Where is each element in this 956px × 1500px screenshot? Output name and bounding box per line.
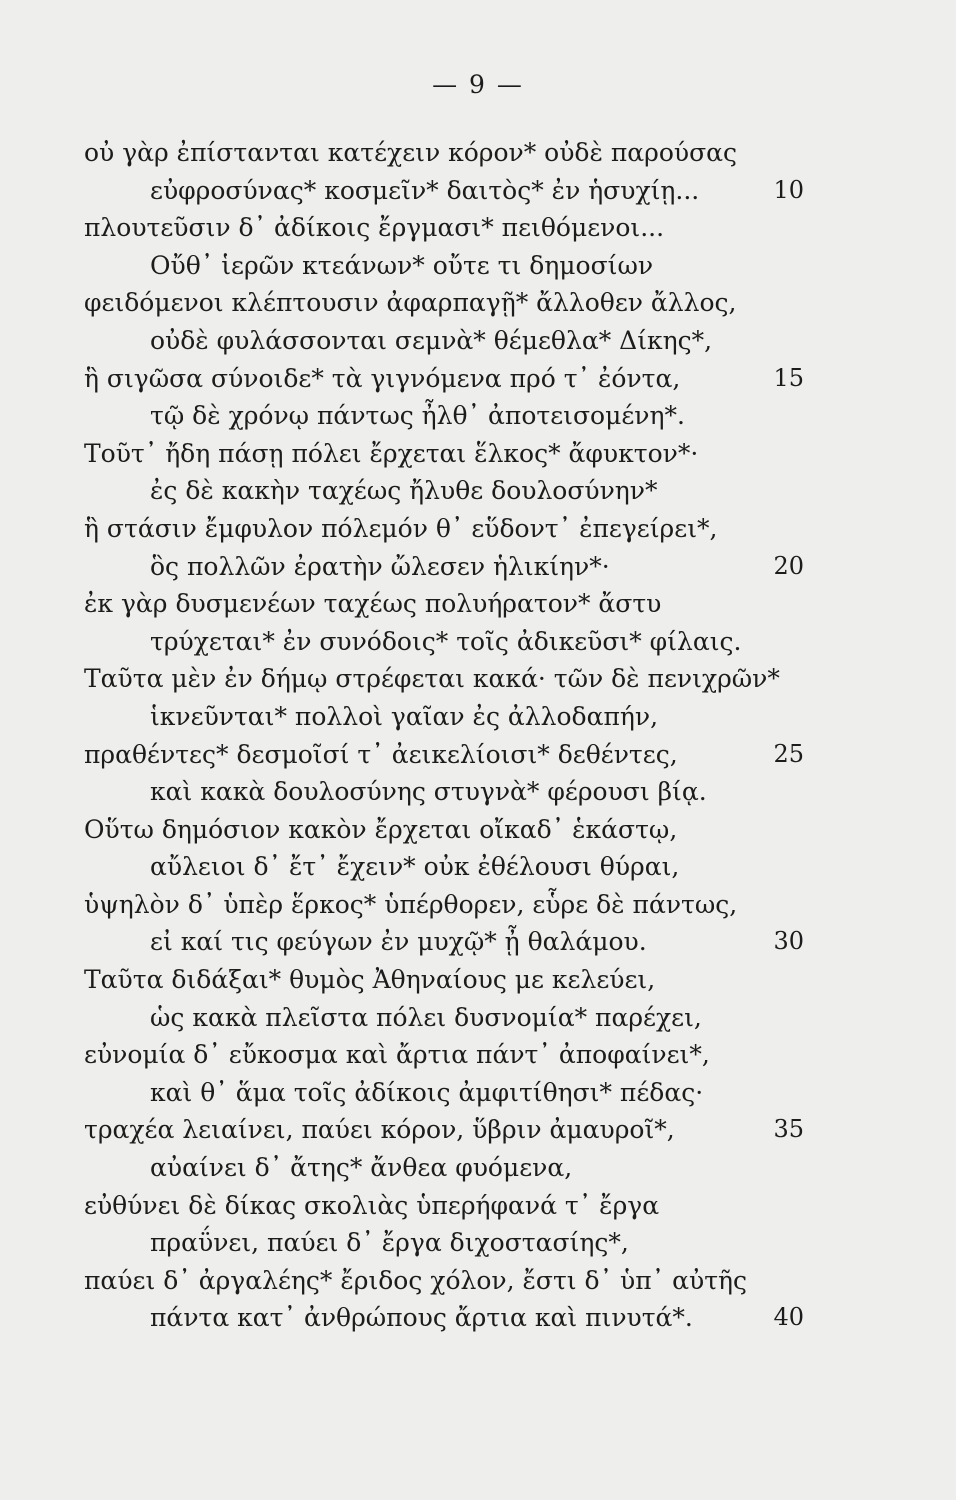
poem-line-text: ἐκ γὰρ δυσμενέων ταχέως πολυήρατον* ἄστυ <box>84 589 662 619</box>
poem-line-text: παύει δ᾽ ἀργαλέης* ἔριδος χόλον, ἔστι δ᾽ ὑπ᾽ αὐτῆς <box>84 1265 748 1295</box>
line-number: 15 <box>773 363 804 392</box>
page-number: — 9 — <box>432 70 524 99</box>
poem-line-text: καὶ κακὰ δουλοσύνης στυγνὰ* φέρουσι βίᾳ. <box>150 777 707 807</box>
poem-line <box>0 1224 956 1262</box>
poem-line-text: ὡς κακὰ πλεῖστα πόλει δυσνομία* παρέχει, <box>150 1002 702 1032</box>
poem-line <box>0 848 956 886</box>
poem-line <box>0 660 956 698</box>
poem-text <box>0 134 956 1337</box>
poem-line-text: τῷ δὲ χρόνῳ πάντως ἦλθ᾽ ἀποτεισομένη*. <box>150 401 685 431</box>
poem-line <box>0 209 956 247</box>
poem-line <box>0 397 956 435</box>
poem-line-text: ὃς πολλῶν ἐρατὴν ὤλεσεν ἡλικίην*· <box>150 551 610 581</box>
poem-line <box>0 1149 956 1187</box>
poem-line-text: εὐθύνει δὲ δίκας σκολιὰς ὑπερήφανά τ᾽ ἔργα <box>84 1190 660 1220</box>
poem-line-text: εὐνομία δ᾽ εὔκοσμα καὶ ἄρτια πάντ᾽ ἀποφαίνει*, <box>84 1040 710 1070</box>
poem-line <box>0 811 956 849</box>
poem-line <box>0 435 956 473</box>
poem-line-text: πλουτεῦσιν δ᾽ ἀδίκοις ἔργμασι* πειθόμενοι... <box>84 213 665 243</box>
poem-line <box>0 1262 956 1300</box>
poem-line-text: ἐς δὲ κακὴν ταχέως ἤλυθε δουλοσύνην* <box>150 476 658 506</box>
poem-line <box>0 623 956 661</box>
poem-line-text: αὔλειοι δ᾽ ἔτ᾽ ἔχειν* οὐκ ἐθέλουσι θύραι, <box>150 852 680 882</box>
poem-line-text: εὐφροσύνας* κοσμεῖν* δαιτὸς* ἐν ἡσυχίῃ... <box>150 175 700 205</box>
poem-line-text: φειδόμενοι κλέπτουσιν ἀφαρπαγῇ* ἄλλοθεν ἄλλος, <box>84 288 737 318</box>
poem-line <box>0 923 956 961</box>
poem-line <box>0 284 956 322</box>
poem-line <box>0 1074 956 1112</box>
poem-line <box>0 585 956 623</box>
poem-line-text: τρύχεται* ἐν συνόδοις* τοῖς ἀδικεῦσι* φίλαις. <box>150 626 742 656</box>
poem-line-text: καὶ θ᾽ ἅμα τοῖς ἀδίκοις ἀμφιτίθησι* πέδας· <box>150 1077 704 1107</box>
poem-line <box>0 1036 956 1074</box>
poem-line-text: ἣ στάσιν ἔμφυλον πόλεμόν θ᾽ εὕδοντ᾽ ἐπεγείρει*, <box>84 513 718 543</box>
poem-line <box>0 886 956 924</box>
poem-line <box>0 548 956 586</box>
line-number: 10 <box>773 175 804 204</box>
poem-line <box>0 172 956 210</box>
line-number: 25 <box>773 739 804 768</box>
poem-line-text: ἣ σιγῶσα σύνοιδε* τὰ γιγνόμενα πρό τ᾽ ἐόντα, <box>84 363 681 393</box>
poem-line <box>0 1299 956 1337</box>
poem-line-text: τραχέα λειαίνει, παύει κόρον, ὕβριν ἀμαυροῖ*, <box>84 1115 675 1145</box>
line-number: 40 <box>773 1303 804 1332</box>
poem-line-text: οὐ γὰρ ἐπίστανται κατέχειν κόρον* οὐδὲ παρούσας <box>84 138 738 167</box>
poem-line <box>0 698 956 736</box>
poem-line-text: Οὔθ᾽ ἱερῶν κτεάνων* οὔτε τι δημοσίων <box>150 250 654 280</box>
poem-line <box>0 360 956 398</box>
line-number: 35 <box>773 1115 804 1144</box>
poem-line-text: ἱκνεῦνται* πολλοὶ γαῖαν ἐς ἀλλοδαπήν, <box>150 701 659 731</box>
line-number: 20 <box>773 551 804 580</box>
poem-line-text: πάντα κατ᾽ ἀνθρώπους ἄρτια καὶ πινυτά*. <box>150 1303 693 1333</box>
poem-line <box>0 961 956 999</box>
poem-line-text: Τοῦτ᾽ ἤδη πάσῃ πόλει ἔρχεται ἕλκος* ἄφυκτον*· <box>84 438 699 468</box>
poem-line <box>0 1111 956 1149</box>
poem-line <box>0 322 956 360</box>
poem-line-text: εἰ καί τις φεύγων ἐν μυχῷ* ᾖ θαλάμου. <box>150 927 647 957</box>
poem-line <box>0 134 956 172</box>
poem-line-text: Ταῦτα μὲν ἐν δήμῳ στρέφεται κακά· τῶν δὲ πενιχρῶν* <box>84 664 780 694</box>
poem-line <box>0 736 956 774</box>
poem-line-text: Ταῦτα διδάξαι* θυμὸς Ἀθηναίους με κελεύει, <box>84 965 656 995</box>
poem-line-text: ὑψηλὸν δ᾽ ὑπὲρ ἕρκος* ὑπέρθορεν, εὗρε δὲ πάντως, <box>84 889 738 919</box>
poem-line-text: πραΰνει, παύει δ᾽ ἔργα διχοστασίης*, <box>150 1228 629 1258</box>
poem-line-text: Οὕτω δημόσιον κακὸν ἔρχεται οἴκαδ᾽ ἑκάστῳ, <box>84 814 678 844</box>
poem-line <box>0 510 956 548</box>
line-number: 30 <box>773 927 804 956</box>
poem-line <box>0 247 956 285</box>
poem-line-text: πραθέντες* δεσμοῖσί τ᾽ ἀεικελίοισι* δεθέντες, <box>84 739 678 769</box>
poem-line <box>0 773 956 811</box>
poem-line <box>0 999 956 1037</box>
poem-line <box>0 1187 956 1225</box>
poem-line-text: αὐαίνει δ᾽ ἄτης* ἄνθεα φυόμενα, <box>150 1153 573 1183</box>
poem-line-text: οὐδὲ φυλάσσονται σεμνὰ* θέμεθλα* Δίκης*, <box>150 325 713 355</box>
poem-line <box>0 472 956 510</box>
